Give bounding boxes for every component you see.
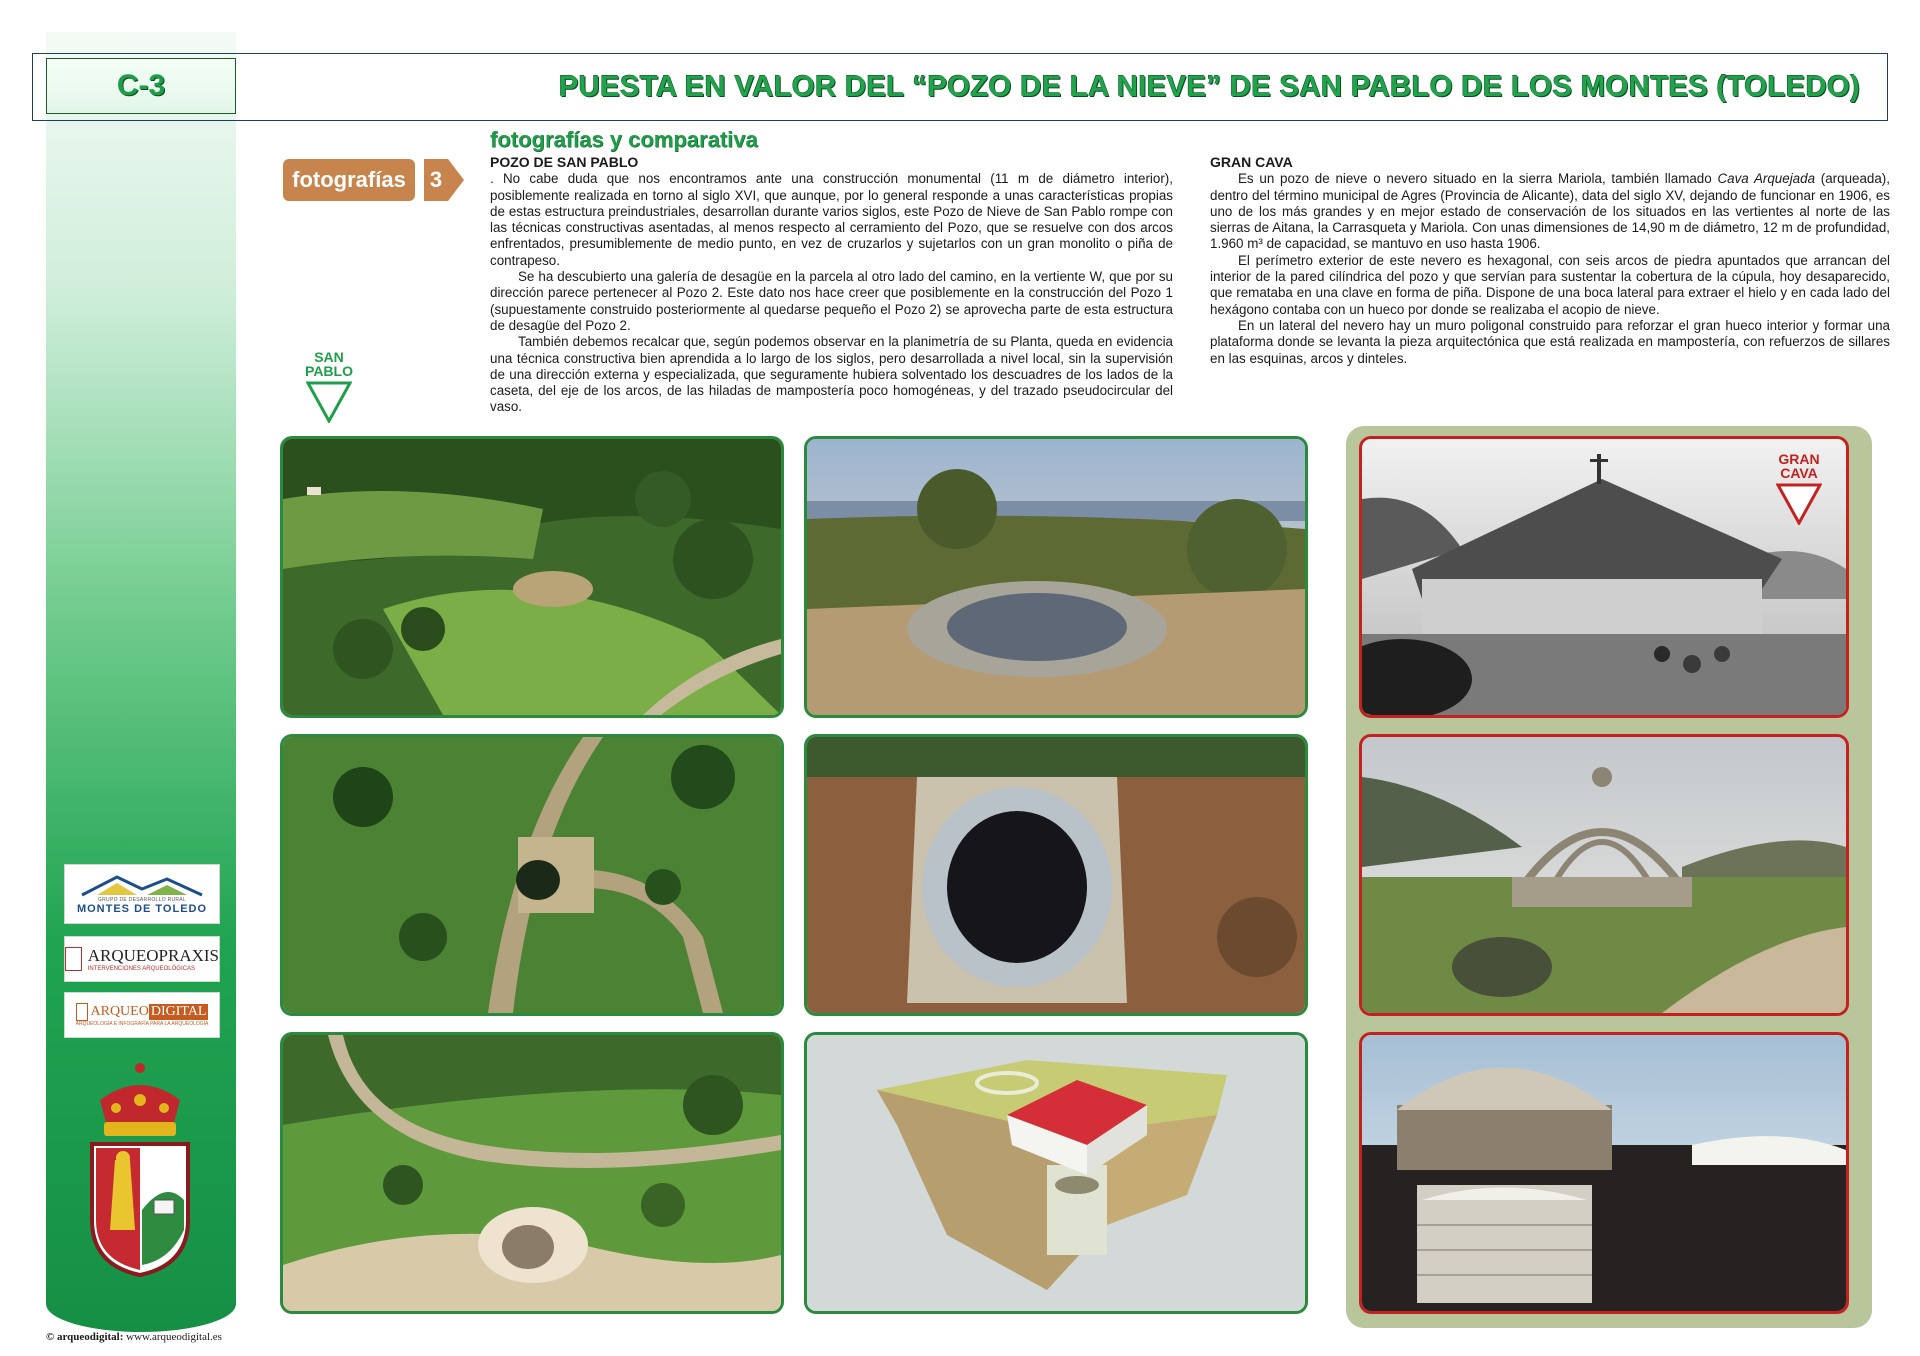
paragraph-gran-cava-3: En un lateral del nevero hay un muro poligonal construido para reforzar el gran hueco interior y formar una plataforma donde se levanta la pieza arquitectónica que está realizada en mampostería, con refuerzos de sillares en las esquinas, arcos y dinteles. (1210, 317, 1890, 366)
text-column-gran-cava (1210, 154, 1890, 367)
photo-well-ground-view (804, 436, 1308, 718)
logo-arqueopraxis-sub: INTERVENCIONES ARQUEOLÓGICAS (87, 966, 195, 972)
text-column-san-pablo (490, 154, 1173, 416)
paragraph-3: También debemos recalcar que, según podemos observar en la planimetría de su Planta, queda en evidencia una técnica constructiva bien aprendida a lo largo de los siglos, pero desarrollada a nivel local, sin la supervisión de una dirección externa y especializada, que seguramente hubiera solventado los descuadres de los lados de la caseta, del eje de los arcos, de las hiladas de mampostería poco homogéneas, y del trazado pseudocircular del vaso. (490, 334, 1173, 415)
page-title: PUESTA EN VALOR DEL “POZO DE LA NIEVE” DE SAN PABLO DE LOS MONTES (TOLEDO) (558, 70, 1860, 103)
arqueopraxis-mark-icon (65, 947, 82, 971)
marker-text: SAN (314, 349, 344, 365)
panel-code: C-3 (46, 58, 236, 114)
logo-arqueodigital-sub: ARQUEOLOGÍA E INFOGRAFÍA PARA LA ARQUEOLOGÍA (75, 1021, 209, 1027)
down-triangle-icon (1776, 483, 1822, 525)
section-tab-number: 3 (424, 159, 448, 201)
logo-montes-small: GRUPO DE DESARROLLO RURAL (97, 897, 187, 903)
photo-well-top-down (804, 734, 1308, 1016)
photo-aerial-landscape (280, 436, 784, 718)
logo-arqueopraxis (64, 936, 220, 982)
marker-text: CAVA (1780, 465, 1818, 481)
paragraph-gran-cava-1 (1210, 171, 1890, 252)
logo-montes-de-toledo (64, 864, 220, 924)
copyright-label: © arqueodigital: (46, 1331, 124, 1343)
photo-aerial-top-down (280, 734, 784, 1016)
paragraph-1: . No cabe duda que nos encontramos ante una construcción monumental (11 m de diámetro interior), posiblemente realizada en torno al siglo XVI, que aunque, por lo general responde a unas características propias de estas estructura preindustriales, desarrollan durante varios siglos, este Pozo de Nieve de San Pablo rompe con las técnicas constructivas asentadas, al menos respecto al cerramiento del Pozo, que se resuelve con dos arcos enfrentados, presumiblemente de medio punto, en vez de cruzarlos y sujetarlos con un gran monolito o piña de contrapeso. (490, 171, 1173, 268)
arqueodigital-mark-icon (76, 1003, 88, 1021)
logo-arqueopraxis-text: ARQUEOPRAXIS (87, 946, 219, 965)
footer-copyright (46, 1331, 222, 1343)
paragraph-text: (arqueada), dentro del término municipal de Agres (Provincia de Alicante), data del siglo XV, dejando de funcionar en 1906, es uno de los más grandes y en mejor estado de conservación de los situados en las vertientes al norte de las sierras de Aitana, la Carrasqueta y Mariola. Con unas dimensiones de 14,90 m de diámetro, 12 m de profundidad, 1.960 m³ de capacidad, se mantuvo en uso hasta 1906. (1210, 171, 1890, 252)
marker-text: PABLO (305, 363, 353, 379)
illustration-3d-model (804, 1032, 1308, 1314)
photo-aerial-excavation (280, 1032, 784, 1314)
mountain-logo-icon (77, 873, 207, 897)
crest-icon (80, 1060, 200, 1280)
logo-arqueodigital (64, 992, 220, 1038)
section-tab-label: fotografías (283, 159, 415, 201)
italic-term: Cava Arquejada (1717, 171, 1816, 187)
footer-url: www.arqueodigital.es (123, 1331, 222, 1343)
logo-arqueodigital-b: DIGITAL (150, 1004, 207, 1019)
tab-arrow-icon (448, 159, 464, 201)
marker-gran-cava (1773, 452, 1825, 525)
logo-arqueodigital-a: ARQUEO (90, 1004, 149, 1019)
paragraph-2: Se ha descubierto una galería de desagüe en la parcela al otro lado del camino, en la vertiente W, que por su dirección parece pertenecer al Pozo 2. Este dato nos hace creer que posiblemente en la construcción del Pozo 1 (supuestamente construido posteriormente al quedarse pequeño el Pozo 2) se aprovecha parte de esta estructura de desagüe del Pozo 2. (490, 269, 1173, 333)
coat-of-arms (80, 1060, 200, 1280)
logo-montes-text: MONTES DE TOLEDO (76, 903, 208, 915)
marker-text: GRAN (1778, 451, 1820, 467)
illustration-gran-cava-section (1359, 1032, 1849, 1314)
marker-san-pablo (304, 350, 354, 423)
paragraph-gran-cava-2: El perímetro exterior de este nevero es hexagonal, con seis arcos de piedra apuntados que arrancan del interior de la pared cilíndrica del pozo y que servían para sustentar la cobertura de la cúpula, hoy desaparecido, que remataba en una clave en forma de piña. Dispone de una boca lateral para extraer el hielo y en cada lado del hexágono contaba con un hueco por donde se realizaba el acopio de nieve. (1210, 252, 1890, 317)
down-triangle-icon (306, 381, 352, 423)
heading-gran-cava: GRAN CAVA (1210, 154, 1293, 170)
heading-pozo-san-pablo: POZO DE SAN PABLO (490, 154, 639, 170)
paragraph-text: Es un pozo de nieve o nevero situado en la sierra Mariola, también llamado (1238, 171, 1718, 187)
section-title: fotografías y comparativa (490, 127, 758, 152)
photo-gran-cava-ruins (1359, 734, 1849, 1016)
